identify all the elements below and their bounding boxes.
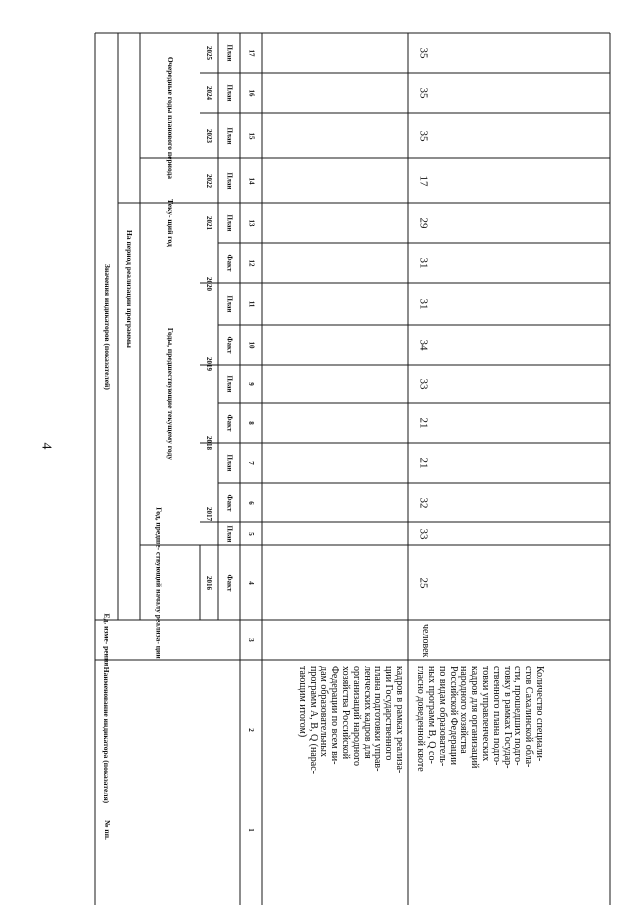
colnum-15: 15 (247, 132, 255, 139)
colnum-13: 13 (247, 219, 255, 227)
sub-2019-plan: План (225, 375, 233, 393)
year-2025: 2025 (205, 46, 213, 60)
row2-value-2024-plan: 35 (417, 87, 429, 99)
header-period: На период реализации программы (124, 230, 134, 348)
row2-value-2019-fact: 34 (417, 339, 429, 351)
colnum-7: 7 (247, 461, 255, 465)
row2-value-2018-fact: 21 (417, 417, 429, 429)
colnum-5: 5 (247, 531, 255, 536)
header-indicator-name: Наименование индикатора (показателя) (102, 666, 112, 804)
year-2017: 2017 (205, 507, 213, 521)
colnum-17: 17 (247, 49, 255, 57)
colnum-6: 6 (247, 500, 255, 505)
sub-2024-plan: План (225, 84, 233, 102)
colnum-2: 2 (247, 728, 255, 732)
sub-2021-plan: План (225, 214, 233, 232)
row2-value-2020-fact: 31 (417, 257, 429, 269)
row2-value-2016-fact: 25 (417, 577, 429, 588)
row2-unit: человек (420, 624, 431, 658)
colnum-16: 16 (247, 89, 255, 97)
header-values: Значения индикаторов (показателей) (102, 263, 112, 390)
sub-2020-plan: План (225, 295, 233, 313)
colnum-9: 9 (247, 382, 255, 386)
colnum-3: 3 (247, 638, 255, 642)
sub-2019-fact: Факт (224, 336, 233, 354)
colnum-11: 11 (247, 300, 255, 308)
header-planning-years: Очередные годы планового периода (165, 56, 175, 180)
sub-2017-plan: План (225, 525, 233, 542)
row2-value-2019-plan: 33 (417, 378, 429, 390)
row1-indicator-name: кадров в рамках реализа- ции Государственного плана подготовки управ- ленческих кадров для организаций народного хозяйства Российской Федерации по всем ви- дам образовательных программ A, B, Q (нарас- тающим итогом) (296, 666, 405, 774)
colnum-8: 8 (247, 421, 255, 425)
sub-2020-fact: Факт (224, 254, 233, 272)
row2-indicator-name: Количество специали- стов Сахалинской обла- сти, прошедших подго- товку в рамках Государ- ственного плана подго- товки управленческих кадров для организаций народного хозяйства Российской Федерации по видам образователь- ных программ B, Q со- гласно доведенной квоте (415, 666, 545, 772)
year-2022: 2022 (205, 173, 213, 188)
header-prev-years: Годы, предшествующие текущему году (165, 327, 175, 461)
colnum-10: 10 (247, 341, 255, 349)
colnum-1: 1 (247, 828, 255, 832)
sub-2022-plan: План (225, 172, 233, 189)
sub-2018-fact: Факт (224, 414, 233, 432)
header-base-year: Год, предше- ствующий началу реализа- ции (154, 506, 164, 659)
row2-value-2017-fact: 32 (417, 497, 429, 508)
sub-2018-plan: План (225, 454, 233, 472)
colnum-12: 12 (247, 259, 255, 267)
page-number: 4 (38, 442, 54, 450)
sub-2023-plan: План (225, 127, 233, 144)
row2-value-2025-plan: 35 (417, 47, 429, 59)
year-2016: 2016 (205, 575, 213, 590)
year-2024: 2024 (205, 86, 213, 100)
year-2023: 2023 (205, 128, 213, 143)
row2-value-2018-plan: 21 (417, 457, 429, 469)
row2-value-2017-plan: 33 (417, 528, 429, 539)
header-current-year: Теку- щий год (165, 199, 175, 247)
colnum-14: 14 (247, 177, 255, 184)
row2-value-2022-plan: 17 (417, 175, 429, 186)
year-2020: 2020 (205, 277, 213, 291)
row2-value-2023-plan: 35 (417, 130, 429, 141)
sub-2017-fact: Факт (224, 494, 233, 511)
row2-value-2021-plan: 29 (417, 217, 429, 229)
year-2021: 2021 (205, 216, 213, 230)
colnum-4: 4 (247, 580, 255, 585)
row2-value-2020-plan: 31 (417, 298, 429, 310)
sub-2016-fact: Факт (224, 574, 233, 591)
year-2018: 2018 (205, 436, 213, 450)
header-unit: Ед. изме- рения (102, 613, 112, 667)
header-no: № пп. (102, 820, 112, 840)
year-2019: 2019 (205, 357, 213, 371)
sub-2025-plan: План (225, 44, 233, 62)
